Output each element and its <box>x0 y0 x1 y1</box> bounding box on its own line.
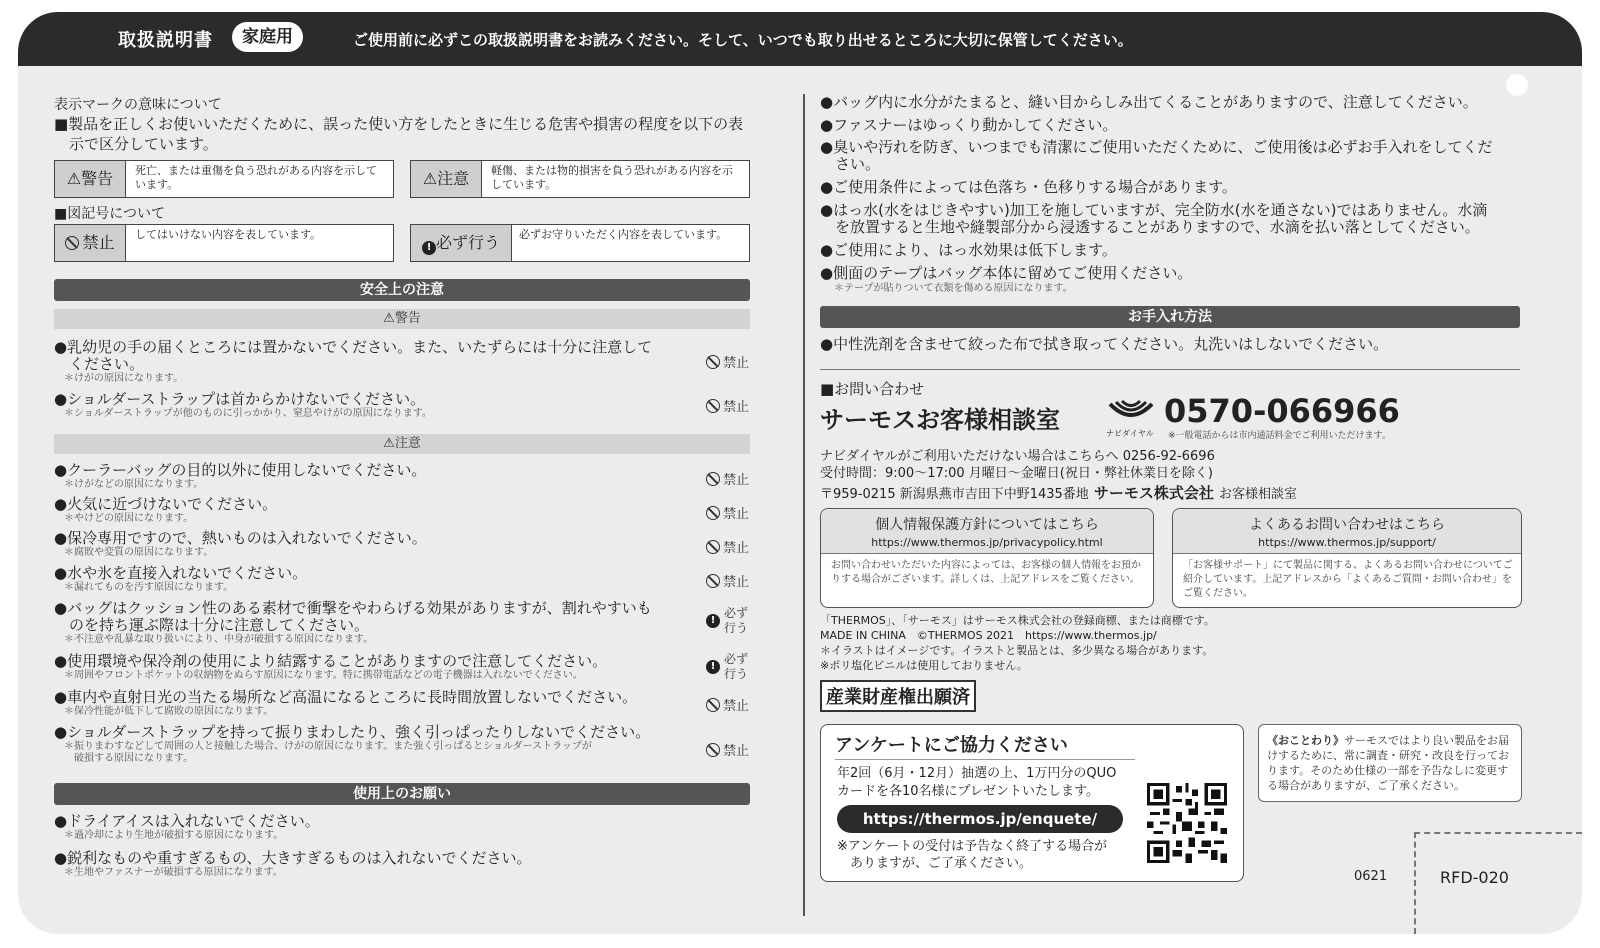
prohibit-symbol-desc: してはいけない内容を表しています。 <box>135 228 322 241</box>
marks-intro: ■製品を正しくお使いいただくために、誤った使い方をしたときに生じる危害や損害の程度を以下の表 示で区分しています。 <box>54 115 744 153</box>
marks-heading: 表示マークの意味について <box>54 97 222 113</box>
usage-title-bar: 使用上のお願い <box>54 783 750 805</box>
navi-dial-label: ナビダイヤル <box>1106 429 1154 438</box>
exclamation-icon: ! <box>422 241 436 255</box>
column-divider <box>803 94 805 916</box>
faq-url[interactable]: https://www.thermos.jp/support/ <box>1258 536 1436 549</box>
warning-triangle-icon: ⚠ <box>383 311 395 326</box>
prohibit-symbol-box <box>54 224 394 262</box>
warning-mark-desc: 死亡、または重傷を負う恐れがある内容を示しています。 <box>135 164 377 191</box>
tape-note: ＊テープが貼りついて衣類を傷める原因になります。 <box>834 283 1073 294</box>
right-item-1: ●バッグ内に水分がたまると、縫い目からしみ出てくることがありますので、注意してください。 <box>820 93 1478 111</box>
survey-title: アンケートにご協力ください <box>835 735 1068 756</box>
warning-item-2-tag: 禁止 <box>706 396 749 415</box>
warning-item-2: ●ショルダーストラップは首からかけないでください。 <box>54 390 426 408</box>
disclaimer-heading: 《おことわり》 <box>1267 734 1344 747</box>
caution-triangle-icon: ⚠ <box>422 169 438 188</box>
caution-item-5-tag: ! 必ず 行う <box>706 606 748 636</box>
prohibit-icon <box>706 399 720 413</box>
caution-item-1: ●クーラーバッグの目的以外に使用しないでください。 <box>54 461 427 479</box>
phone-note: ※一般電話からは市内通話料金でご利用いただけます。 <box>1168 431 1391 441</box>
survey-text: 年2回（6月・12月）抽選の上、1万円分のQUO カードを各10名様にプレゼントいたします。 <box>837 766 1117 799</box>
must-symbol-label: 必ず行う <box>435 233 500 252</box>
care-text: ●中性洗剤を含ませて絞った布で拭き取ってください。丸洗いはしないでください。 <box>820 335 1389 353</box>
caution-item-7-tag: 禁止 <box>706 695 749 714</box>
disclaimer-box <box>1258 724 1522 802</box>
caution-item-6: ●使用環境や保冷剤の使用により結露することがありますので注意してください。 <box>54 652 608 670</box>
caution-mark-desc: 軽傷、または物的損害を負う恐れがある内容を示しています。 <box>491 164 733 191</box>
right-item-4: ●ご使用条件によっては色落ち・色移りする場合があります。 <box>820 178 1237 196</box>
survey-box <box>820 724 1244 882</box>
privacy-url[interactable]: https://www.thermos.jp/privacypolicy.html <box>871 536 1103 549</box>
address-line <box>820 482 1297 503</box>
ip-pending-tag: 産業財産権出願済 <box>820 680 976 712</box>
privacy-body: お問い合わせいただいた内容によっては、お客様の個人情報をお預かりする場合がございます。詳しくは、上記アドレスをご覧ください。 <box>831 560 1141 585</box>
faq-title: よくあるお問い合わせはこちら <box>1249 517 1445 533</box>
caution-item-3: ●保冷専用ですので、熱いものは入れないでください。 <box>54 529 427 547</box>
must-symbol-box <box>410 224 750 262</box>
warning-item-1-tag: 禁止 <box>706 352 749 371</box>
disclaimer-text: サーモスではより良い製品をお届けするために、常に調査・研究・改良を行っております。そのため仕様の一部を予告なしに変更する場合がありますが、ご了承ください。 <box>1267 734 1509 792</box>
prohibit-symbol-label: 禁止 <box>82 233 115 252</box>
caution-item-2: ●火気に近づけないでください。 <box>54 495 278 513</box>
cut-line-horizontal <box>1414 832 1582 834</box>
caution-item-4-note: ＊漏れてものを汚す原因になります。 <box>64 582 234 593</box>
survey-url-button[interactable]: https://thermos.jp/enquete/ <box>837 805 1123 833</box>
manual-title: 取扱説明書 <box>118 30 213 51</box>
warning-item-2-note: ＊ショルダーストラップが他のものに引っかかり、窒息やけがの原因になります。 <box>64 408 432 419</box>
navi-dial-icon <box>1106 398 1156 428</box>
model-code: RFD-020 <box>1440 868 1509 887</box>
symbols-heading: ■図記号について <box>54 206 165 222</box>
prohibit-icon <box>706 698 720 712</box>
warning-mark-label: 警告 <box>81 169 114 188</box>
survey-divider <box>835 759 1135 760</box>
privacy-title: 個人情報保護方針についてはこちら <box>875 517 1099 533</box>
safety-title-bar: 安全上の注意 <box>54 279 750 301</box>
faq-body: 「お客様サポート」にて製品に関する、よくあるお問い合わせについてご紹介しています。上記アドレスから「よくあるご質問・お問い合わせ」をご覧ください。 <box>1183 560 1513 599</box>
prohibit-icon <box>706 472 720 486</box>
contact-divider <box>820 369 1520 370</box>
company-dept: お客様相談室 <box>1219 487 1298 502</box>
right-item-5: ●はっ水(水をはじきやすい)加工を施していますが、完全防水(水を通さない)ではありません。水滴 を放置すると生地や縫製部分から浸透することがありますので、水滴を払い落としてください。 <box>820 201 1488 236</box>
print-code: 0621 <box>1354 869 1388 884</box>
header-notice: ご使用前に必ずこの取扱説明書をお読みください。そして、いつでも取り出せるところに大切に保管してください。 <box>353 31 1133 49</box>
caution-triangle-icon: ⚠ <box>383 436 395 451</box>
warning-item-1-note: ＊けがの原因になります。 <box>64 373 184 384</box>
company-name: サーモス株式会社 <box>1093 484 1214 502</box>
household-badge: 家庭用 <box>232 22 303 52</box>
caution-item-1-note: ＊けがなどの原因になります。 <box>64 479 204 490</box>
warning-item-1: ●乳幼児の手の届くところには置かないでください。また、いたずらには十分に注意して ください。 <box>54 338 653 373</box>
address: 〒959-0215 新潟県燕市吉田下中野1435番地 <box>820 487 1089 502</box>
prohibit-icon <box>65 236 79 250</box>
caution-item-7: ●車内や直射日光の当たる場所など高温になるところに長時間放置しないでください。 <box>54 688 638 706</box>
caution-item-4-tag: 禁止 <box>706 571 749 590</box>
instruction-card <box>18 12 1582 934</box>
caution-subbar: ⚠注意 <box>54 434 750 454</box>
exclamation-icon: ! <box>706 614 720 628</box>
phone-number: 0570-066966 <box>1164 392 1400 430</box>
caution-item-6-note: ＊周囲やフロントポケットの収納物をぬらす原因になります。特に携帯電話などの電子機器は入れないでください。 <box>64 670 583 681</box>
warning-subbar: ⚠警告 <box>54 309 750 329</box>
cut-line-vertical <box>1414 832 1416 934</box>
caution-item-2-note: ＊やけどの原因になります。 <box>64 513 194 524</box>
contact-name: サーモスお客様相談室 <box>820 406 1060 434</box>
warning-triangle-icon: ⚠ <box>66 169 82 188</box>
right-item-7: ●側面のテープはバッグ本体に留めてご使用ください。 <box>820 264 1193 282</box>
caution-item-3-tag: 禁止 <box>706 537 749 556</box>
caution-mark-label: 注意 <box>437 169 470 188</box>
contact-heading: ■お問い合わせ <box>820 380 925 398</box>
caution-item-8: ●ショルダーストラップを持って振りまわしたり、強く引っぱったりしないでください。 <box>54 723 651 741</box>
usage-item-1: ●ドライアイスは入れないでください。 <box>54 812 320 830</box>
punch-hole <box>1506 74 1528 96</box>
must-symbol-desc: 必ずお守りいただく内容を表しています。 <box>519 228 728 241</box>
caution-item-1-tag: 禁止 <box>706 469 749 488</box>
pvc-note: ※ポリ塩化ビニルは使用しておりません。 <box>820 659 1028 672</box>
caution-item-3-note: ＊腐敗や変質の原因になります。 <box>64 547 214 558</box>
trademark-note: 「THERMOS」、「サーモス」はサーモス株式会社の登録商標、または商標です。 <box>820 614 1215 627</box>
caution-mark-box <box>410 160 750 198</box>
privacy-box <box>820 508 1154 608</box>
caution-item-4: ●水や氷を直接入れないでください。 <box>54 564 308 582</box>
caution-item-7-note: ＊保冷性能が低下して腐敗の原因になります。 <box>64 706 274 717</box>
prohibit-icon <box>706 743 720 757</box>
prohibit-icon <box>706 574 720 588</box>
prohibit-icon <box>706 355 720 369</box>
caution-item-8-tag: 禁止 <box>706 740 749 759</box>
exclamation-icon: ! <box>706 660 720 674</box>
prohibit-icon <box>706 506 720 520</box>
faq-box <box>1172 508 1522 608</box>
caution-item-5-note: ＊不注意や乱暴な取り扱いにより、中身が破損する原因になります。 <box>64 634 374 645</box>
caution-item-2-tag: 禁止 <box>706 503 749 522</box>
qr-code-icon[interactable] <box>1147 783 1227 863</box>
header-bar <box>18 12 1582 66</box>
caution-item-8-note: ＊振りまわすなどして周囲の人と接触した場合、けがの原因になります。また強く引っぱるとショルダーストラップが 破損する原因になります。 <box>64 741 592 764</box>
alt-phone: ナビダイヤルがご利用いただけない場合はこちらへ 0256-92-6696 <box>820 449 1215 464</box>
made-in-line: MADE IN CHINA ©THERMOS 2021 https://www.thermos.jp/ <box>820 629 1157 642</box>
usage-item-2-note: ＊生地やファスナーが破損する原因になります。 <box>64 867 283 878</box>
warning-mark-box <box>54 160 394 198</box>
illustration-note: ＊イラストはイメージです。イラストと製品とは、多少異なる場合があります。 <box>820 644 1214 657</box>
survey-note: ※アンケートの受付は予告なく終了する場合が ありますが、ご了承ください。 <box>837 839 1108 871</box>
caution-item-6-tag: ! 必ず 行う <box>706 652 748 682</box>
right-item-6: ●ご使用により、はっ水効果は低下します。 <box>820 241 1117 259</box>
usage-item-2: ●鋭利なものや重すぎるもの、大きすぎるものは入れないでください。 <box>54 849 532 867</box>
caution-item-5: ●バッグはクッション性のある素材で衝撃をやわらげる効果がありますが、割れやすいも のを持ち運ぶ際は十分に注意してください。 <box>54 599 652 634</box>
prohibit-icon <box>706 540 720 554</box>
care-title-bar: お手入れ方法 <box>820 306 1520 328</box>
usage-item-1-note: ＊過冷却により生地が破損する原因になります。 <box>64 830 284 841</box>
right-item-3: ●臭いや汚れを防ぎ、いつまでも清潔にご使用いただくために、ご使用後は必ずお手入れをしてくだ さい。 <box>820 138 1493 173</box>
right-item-2: ●ファスナーはゆっくり動かしてください。 <box>820 116 1118 134</box>
business-hours: 受付時間：9:00～17:00 月曜日～金曜日(祝日・弊社休業日を除く) <box>820 466 1213 481</box>
